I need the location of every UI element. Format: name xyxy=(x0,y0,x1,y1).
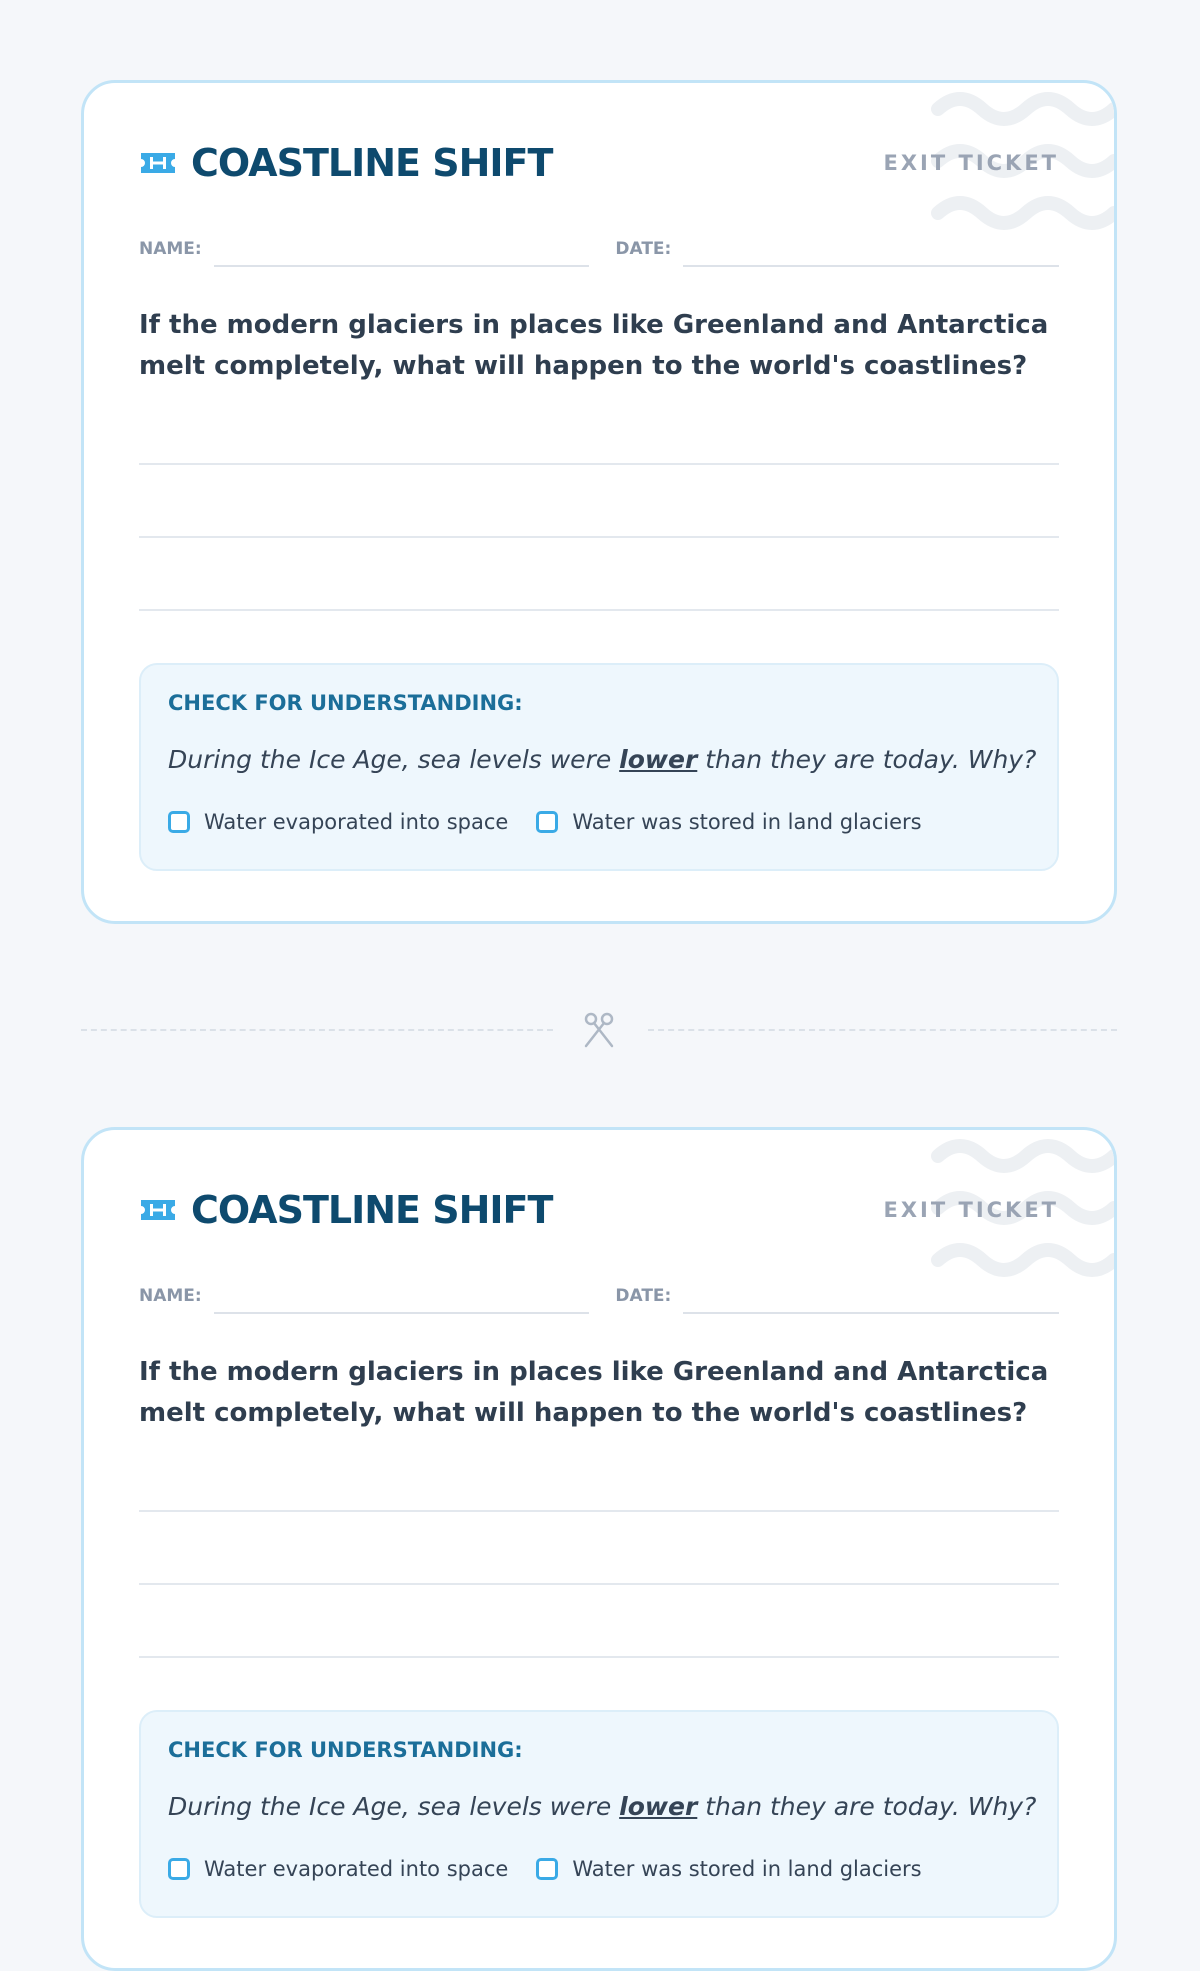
answer-line[interactable] xyxy=(139,1656,1059,1658)
cut-line xyxy=(81,1010,1117,1050)
main-question: If the modern glaciers in places like Greenland and Antarctica melt completely, what will happen to the world's coastlines? xyxy=(139,1357,1049,1428)
check-question-emphasis: lower xyxy=(619,745,698,774)
exit-ticket-label: EXIT TICKET xyxy=(883,1198,1059,1222)
check-heading: CHECK FOR UNDERSTANDING: xyxy=(168,691,523,715)
main-question: If the modern glaciers in places like Greenland and Antarctica melt completely, what will happen to the world's coastlines? xyxy=(139,310,1049,381)
exit-ticket-label: EXIT TICKET xyxy=(883,151,1059,175)
name-field[interactable] xyxy=(214,265,590,267)
checkbox[interactable] xyxy=(536,811,558,833)
check-question xyxy=(168,745,1036,774)
date-label: DATE: xyxy=(615,1286,672,1306)
date-label: DATE: xyxy=(615,239,672,259)
check-question xyxy=(168,1792,1036,1821)
check-question-emphasis: lower xyxy=(619,1792,698,1821)
answer-options xyxy=(168,1857,950,1881)
date-field[interactable] xyxy=(683,265,1059,267)
exit-ticket-card xyxy=(81,80,1117,924)
dashed-divider xyxy=(648,1029,1117,1031)
check-for-understanding-panel xyxy=(139,663,1059,871)
answer-line[interactable] xyxy=(139,1510,1059,1512)
option-evaporated[interactable] xyxy=(168,810,508,834)
name-date-row xyxy=(139,1278,1059,1314)
answer-line[interactable] xyxy=(139,536,1059,538)
checkbox[interactable] xyxy=(536,1858,558,1880)
checkbox[interactable] xyxy=(168,811,190,833)
option-label: Water evaporated into space xyxy=(204,810,509,834)
exit-ticket-card xyxy=(81,1127,1117,1971)
option-label: Water evaporated into space xyxy=(204,1857,509,1881)
option-stored-in-glaciers[interactable] xyxy=(536,810,921,834)
ticket-title: COASTLINE SHIFT xyxy=(191,1188,553,1232)
name-label: NAME: xyxy=(139,239,202,259)
check-question-end: than they are today. Why? xyxy=(697,745,1037,774)
ticket-header xyxy=(139,139,1059,187)
check-question-start: During the Ice Age, sea levels were xyxy=(168,745,620,774)
option-label: Water was stored in land glaciers xyxy=(572,810,922,834)
ticket-icon xyxy=(139,149,177,177)
answer-line[interactable] xyxy=(139,1583,1059,1585)
answer-line[interactable] xyxy=(139,609,1059,611)
ticket-title: COASTLINE SHIFT xyxy=(191,141,553,185)
name-field[interactable] xyxy=(214,1312,590,1314)
check-question-end: than they are today. Why? xyxy=(697,1792,1037,1821)
option-evaporated[interactable] xyxy=(168,1857,508,1881)
check-heading: CHECK FOR UNDERSTANDING: xyxy=(168,1738,523,1762)
option-label: Water was stored in land glaciers xyxy=(572,1857,922,1881)
ticket-header xyxy=(139,1186,1059,1234)
ticket-icon xyxy=(139,1196,177,1224)
checkbox[interactable] xyxy=(168,1858,190,1880)
answer-line[interactable] xyxy=(139,463,1059,465)
title-group xyxy=(139,141,552,185)
scissors-icon xyxy=(581,1010,617,1050)
date-field[interactable] xyxy=(683,1312,1059,1314)
title-group xyxy=(139,1188,552,1232)
dashed-divider xyxy=(81,1029,553,1031)
check-question-start: During the Ice Age, sea levels were xyxy=(168,1792,620,1821)
name-date-row xyxy=(139,231,1059,267)
check-for-understanding-panel xyxy=(139,1710,1059,1918)
option-stored-in-glaciers[interactable] xyxy=(536,1857,921,1881)
answer-options xyxy=(168,810,950,834)
name-label: NAME: xyxy=(139,1286,202,1306)
